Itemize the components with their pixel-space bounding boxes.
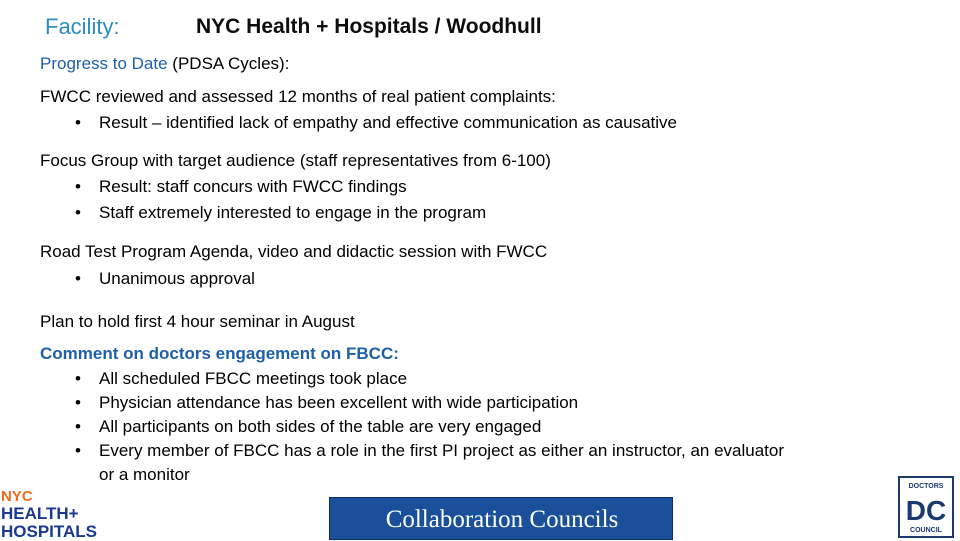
bullet-icon: • (75, 269, 81, 288)
road-test-text: Road Test Program Agenda, video and didactic session with FWCC (40, 242, 548, 261)
logo-health-text: HEALTH+ (1, 504, 79, 523)
list-item (75, 200, 487, 226)
bullet-icon: • (75, 393, 81, 412)
bullet-icon: • (75, 113, 81, 132)
bullet-icon: • (75, 441, 81, 460)
bullet-icon: • (75, 203, 81, 222)
progress-label: Progress to Date (40, 54, 168, 73)
caption-text: Collaboration Councils (385, 506, 619, 533)
list-item (75, 415, 542, 439)
bullet-icon: • (75, 369, 81, 388)
doctors-council-logo (898, 476, 954, 538)
progress-heading (40, 54, 289, 74)
plan-text: Plan to hold first 4 hour seminar in August (40, 312, 355, 331)
caption-box (329, 497, 673, 540)
bullet-text: All scheduled FBCC meetings took place (99, 369, 408, 388)
bullet-icon: • (75, 417, 81, 436)
logo-hospitals-text: HOSPITALS (1, 522, 98, 539)
list-item (75, 174, 407, 200)
bullet-text: Staff extremely interested to engage in the program (99, 203, 487, 222)
bullet-icon: • (75, 177, 81, 196)
bullet-text: Physician attendance has been excellent with wide participation (99, 393, 579, 412)
facility-name: NYC Health + Hospitals / Woodhull (196, 15, 542, 38)
bullet-text: Every member of FBCC has a role in the first PI project as either an instructor, an evaluator (99, 441, 785, 460)
list-item (75, 439, 785, 463)
bullet-text: Result: staff concurs with FWCC findings (99, 177, 407, 196)
logo-council-text: COUNCIL (910, 527, 942, 534)
list-item (75, 391, 579, 415)
bullet-text: Unanimous approval (99, 269, 255, 288)
list-item (75, 266, 255, 292)
list-item-continuation: or a monitor (99, 465, 190, 484)
comment-heading: Comment on doctors engagement on FBCC: (40, 344, 399, 363)
list-item (75, 367, 408, 391)
complaints-text: FWCC reviewed and assessed 12 months of real patient complaints: (40, 87, 556, 106)
list-item (75, 110, 677, 136)
logo-doctors-text: DOCTORS (908, 483, 944, 490)
facility-label: Facility: (45, 14, 120, 39)
bullet-text: Result – identified lack of empathy and effective communication as causative (99, 113, 677, 132)
logo-nyc-text: NYC (1, 488, 33, 505)
logo-dc-mark: DC (905, 495, 947, 526)
bullet-text: All participants on both sides of the table are very engaged (99, 417, 542, 436)
nyc-health-hospitals-logo (0, 487, 110, 539)
focus-group-text: Focus Group with target audience (staff representatives from 6-100) (40, 151, 551, 170)
progress-suffix: (PDSA Cycles): (167, 54, 290, 73)
